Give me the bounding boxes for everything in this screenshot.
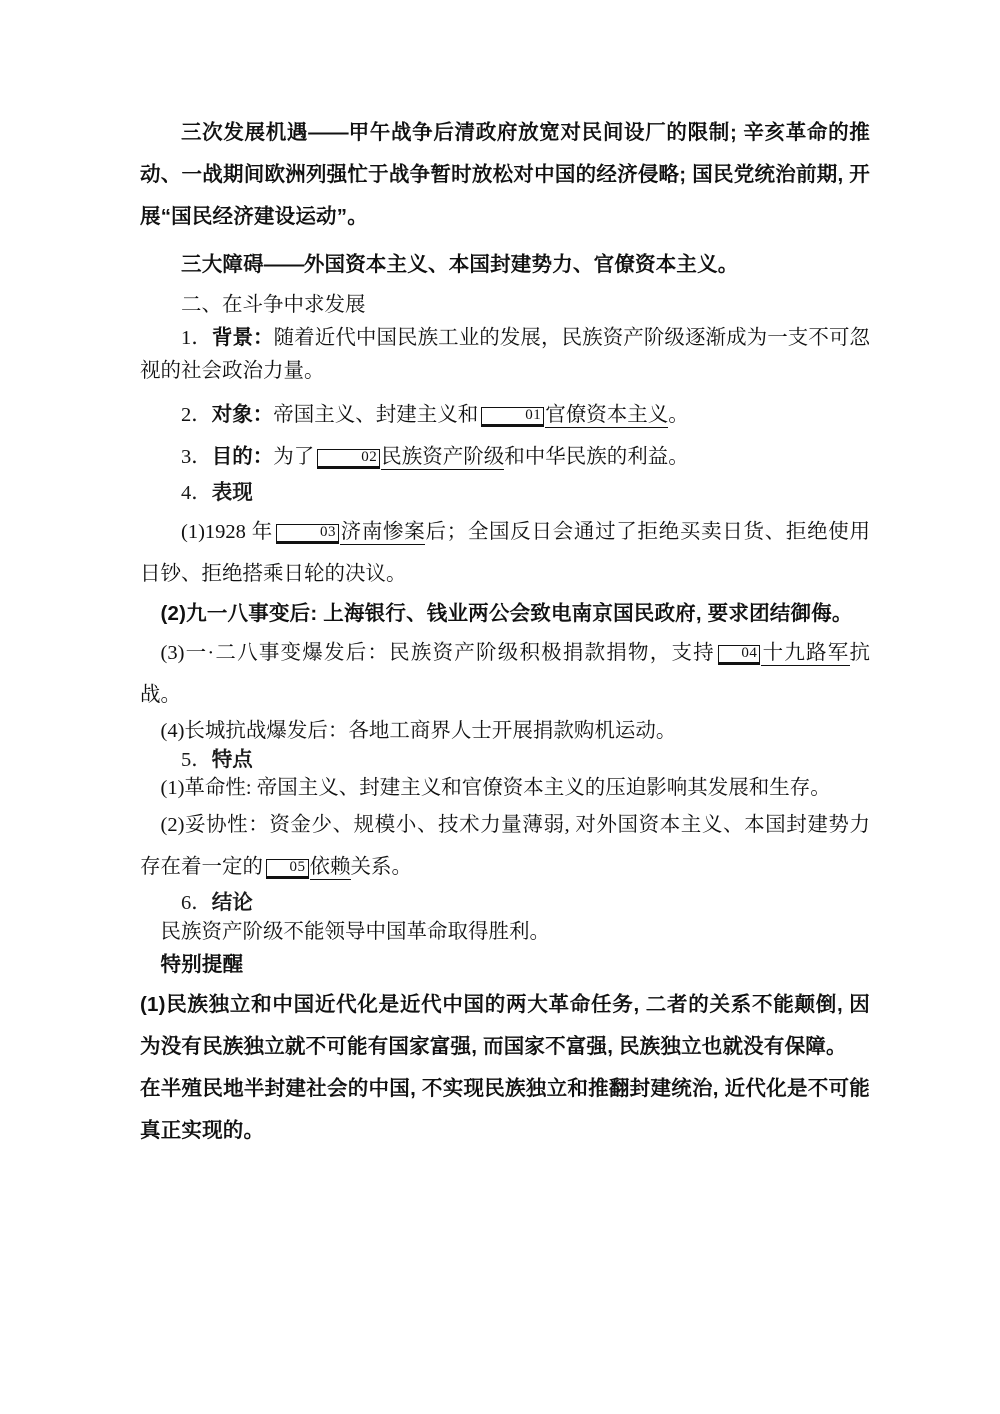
item-3-number: 3． xyxy=(181,446,212,469)
answer-box-05: 05 xyxy=(266,859,309,879)
item-5-title: 特点 xyxy=(211,747,253,771)
item-4-sub-1-before: 1928 年 xyxy=(204,520,273,543)
answer-box-01: 01 xyxy=(481,407,544,427)
item-5-sub-2-after: 关系。 xyxy=(350,856,412,879)
item-2-body-after: 。 xyxy=(668,404,689,427)
item-1-label: 背景： xyxy=(211,325,274,349)
item-4-sub-3-before: 一·二八事变爆发后：民族资产阶级积极捐款捐物，支持 xyxy=(184,642,715,665)
item-4-sub-2-marker: (2) xyxy=(160,601,187,625)
answer-text-03: 济南惨案 xyxy=(339,520,426,543)
item-4-heading xyxy=(140,478,870,509)
item-4-sub-2 xyxy=(140,597,870,630)
paragraph-three-opportunities xyxy=(140,112,870,238)
item-2-target xyxy=(140,394,870,436)
reminder-title: 特别提醒 xyxy=(160,952,244,976)
opportunities-body: 甲午战争后清政府放宽对民间设厂的限制; 辛亥革命的推动、一战期间欧洲列强忙于战争暂时放松对中国的经济侵略; 国民党统治前期, 开展“国民经济建设运动”。 xyxy=(140,121,870,229)
item-2-label: 对象： xyxy=(211,403,274,427)
item-3-body-before: 为了 xyxy=(273,446,315,469)
opportunities-lead: 三次发展机遇 xyxy=(181,121,309,144)
item-4-number: 4． xyxy=(181,482,212,505)
opportunities-dash: —— xyxy=(308,121,349,144)
item-5-sub-2 xyxy=(140,804,870,888)
item-6-title: 结论 xyxy=(211,891,253,915)
item-5-sub-1 xyxy=(140,775,870,802)
item-4-sub-3-marker: (3) xyxy=(160,642,185,665)
section-two-heading: 二、在斗争中求发展 xyxy=(181,294,366,317)
item-1-body: 随着近代中国民族工业的发展，民族资产阶级逐渐成为一支不可忽视的社会政治力量。 xyxy=(140,326,871,382)
item-3-body-after: 和中华民族的利益。 xyxy=(504,446,689,469)
item-4-sub-4 xyxy=(140,718,870,745)
item-5-heading xyxy=(140,745,870,776)
item-4-sub-3 xyxy=(140,632,870,716)
item-4-sub-4-text: 长城抗战爆发后：各地工商界人士开展捐款购机运动。 xyxy=(184,720,677,743)
item-3-purpose xyxy=(140,436,870,478)
item-4-title: 表现 xyxy=(211,481,253,505)
item-5-sub-1-marker: (1) xyxy=(160,777,185,800)
item-4-sub-1-after: 后；全国反日会通过了拒绝买卖日货、拒绝使用日钞、拒绝搭乘日轮的决议。 xyxy=(140,520,871,585)
item-6-body: 民族资产阶级不能领导中国革命取得胜利。 xyxy=(160,920,550,943)
item-1-number: 1． xyxy=(181,326,212,349)
answer-text-02: 民族资产阶级 xyxy=(381,446,505,469)
answer-box-02: 02 xyxy=(317,449,380,469)
answer-box-04: 04 xyxy=(718,645,761,665)
item-2-number: 2． xyxy=(181,404,212,427)
reminder-paragraph-1: (1)民族独立和中国近代化是近代中国的两大革命任务, 二者的关系不能颠倒, 因为没有民族独立就不可能有国家富强, 而国家不富强, 民族独立也就没有保障。 xyxy=(140,993,870,1059)
item-3-label: 目的： xyxy=(211,445,274,469)
item-2-body-before: 帝国主义、封建主义和 xyxy=(273,404,479,427)
item-4-sub-1-marker: (1) xyxy=(181,520,205,543)
answer-box-03: 03 xyxy=(276,524,339,544)
obstacles-body: 外国资本主义、本国封建势力、官僚资本主义。 xyxy=(303,253,739,277)
obstacles-dash: —— xyxy=(263,253,304,277)
paragraph-three-obstacles xyxy=(140,244,870,286)
item-5-sub-2-marker: (2) xyxy=(160,814,185,837)
item-5-number: 5． xyxy=(181,748,212,771)
item-4-sub-1 xyxy=(140,511,870,595)
answer-text-05: 依赖 xyxy=(309,856,351,879)
answer-text-04: 十九路军 xyxy=(761,642,850,665)
item-6-number: 6． xyxy=(181,892,212,915)
reminder-paragraph-2: 在半殖民地半封建社会的中国, 不实现民族独立和推翻封建统治, 近代化是不可能真正实现的。 xyxy=(140,1077,870,1143)
item-4-sub-3-after: 抗战。 xyxy=(140,642,870,707)
item-4-sub-2-text: 九一八事变后: 上海银行、钱业两公会致电南京国民政府, 要求团结御侮。 xyxy=(186,601,853,625)
item-1-background xyxy=(140,321,870,388)
obstacles-lead: 三大障碍 xyxy=(181,253,264,277)
item-4-sub-4-marker: (4) xyxy=(160,720,185,743)
answer-text-01: 官僚资本主义 xyxy=(545,404,669,427)
item-5-sub-1-text: 革命性: 帝国主义、封建主义和官僚资本主义的压迫影响其发展和生存。 xyxy=(184,777,831,800)
item-6-heading xyxy=(140,888,870,919)
item-5-sub-2-before: 妥协性：资金少、规模小、技术力量薄弱, 对外国资本主义、本国封建势力存在着一定的 xyxy=(140,814,870,879)
